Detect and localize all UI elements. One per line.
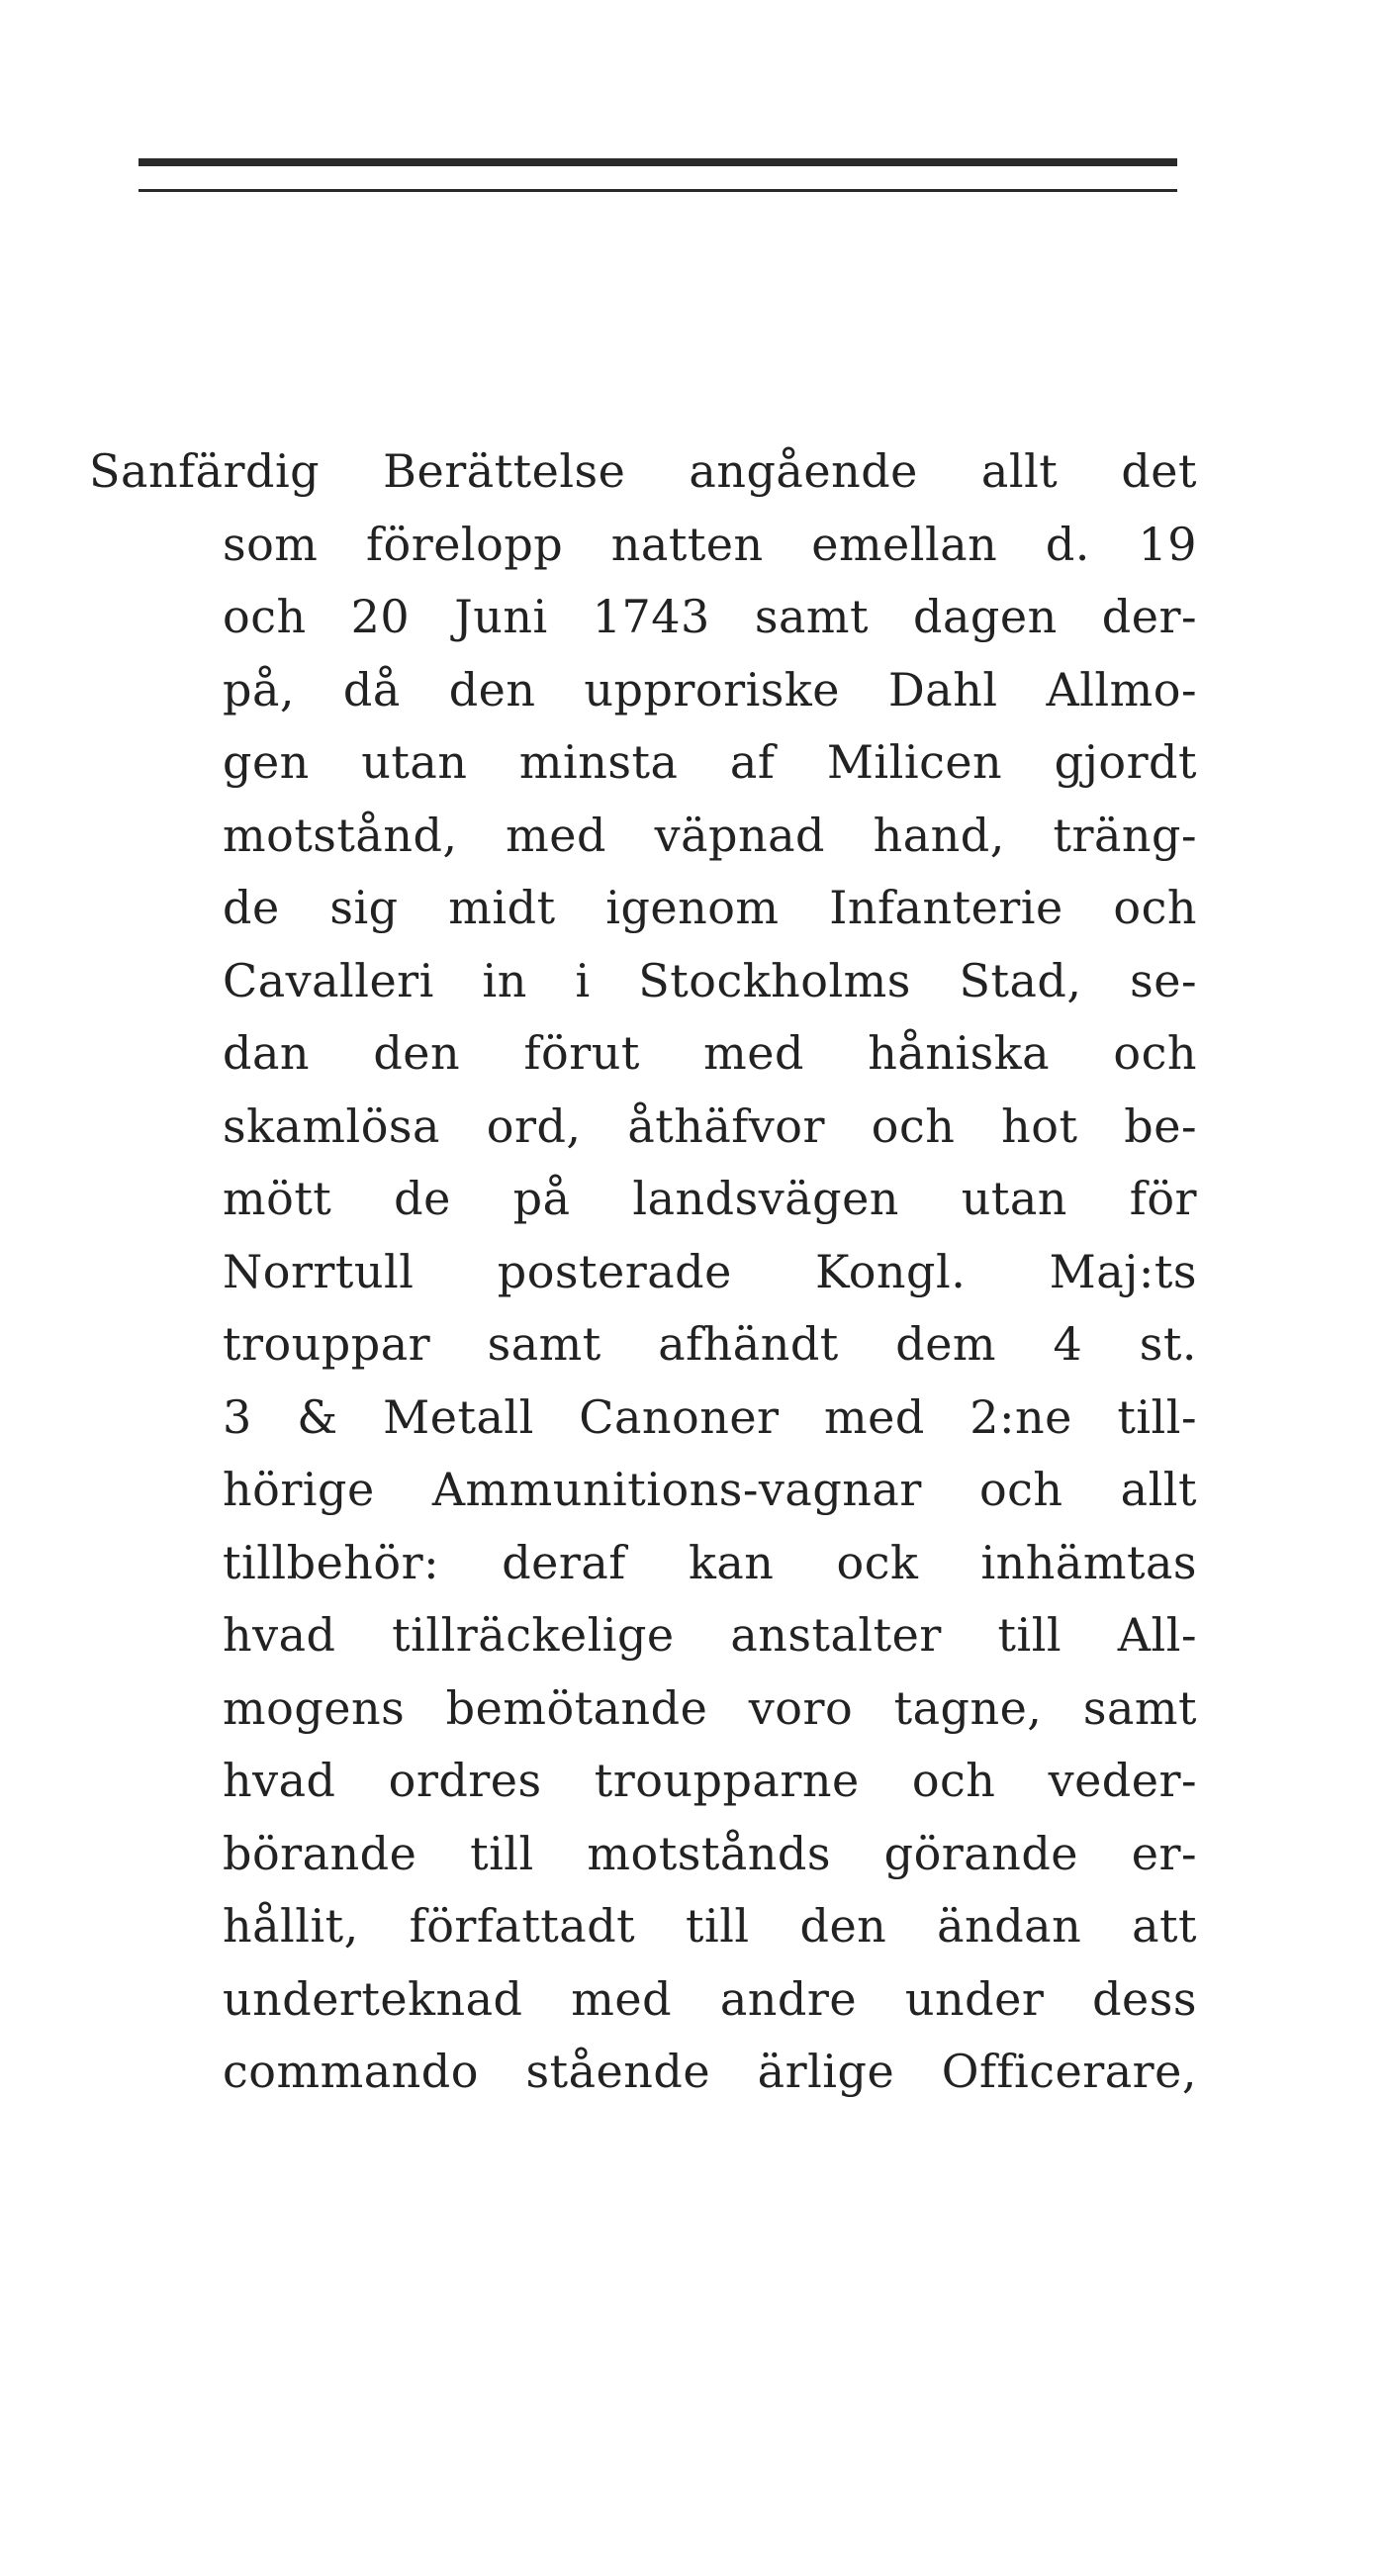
- text-line: tillbehör: deraf kan ock inhämtas: [223, 1535, 1197, 1589]
- text-line: Norrtull posterade Kongl. Maj:ts: [223, 1244, 1197, 1298]
- text-line: trouppar samt afhändt dem 4 st.: [223, 1317, 1197, 1371]
- text-line: som förelopp natten emellan d. 19: [223, 517, 1197, 571]
- header-rule-thick: [138, 158, 1177, 166]
- header-rule-thin: [138, 189, 1177, 192]
- text-line: gen utan minsta af Milicen gjordt: [223, 735, 1197, 789]
- text-line: hörige Ammunitions-vagnar och allt: [223, 1463, 1197, 1516]
- text-line: skamlösa ord, åthäfvor och hot be-: [223, 1098, 1197, 1153]
- text-line: de sig midt igenom Infanterie och: [223, 881, 1197, 934]
- text-line: på, då den upproriske Dahl Allmo-: [223, 662, 1197, 716]
- text-line: Cavalleri in i Stockholms Stad, se-: [223, 953, 1197, 1007]
- text-line: mogens bemötande voro tagne, samt: [223, 1680, 1197, 1735]
- text-line: motstånd, med väpnad hand, träng-: [223, 808, 1197, 862]
- text-line: mött de på landsvägen utan för: [223, 1172, 1197, 1225]
- text-line: dan den förut med håniska och: [223, 1026, 1197, 1080]
- text-line: hvad tillräckelige anstalter till All-: [223, 1608, 1197, 1662]
- text-line: hållit, författadt till den ändan att: [223, 1899, 1197, 1953]
- text-line: commando stående ärlige Officerare,: [223, 2045, 1197, 2098]
- text-line: hvad ordres troupparne och veder-: [223, 1754, 1197, 1807]
- text-line: börande till motstånds görande er-: [223, 1826, 1197, 1880]
- text-line: och 20 Juni 1743 samt dagen der-: [223, 590, 1197, 643]
- text-line: Sanfärdig Berättelse angående allt det: [89, 444, 1197, 498]
- text-line: underteknad med andre under dess: [223, 1971, 1197, 2026]
- text-line: 3 & Metall Canoner med 2:ne till-: [223, 1389, 1197, 1444]
- body-text: [89, 435, 1197, 2109]
